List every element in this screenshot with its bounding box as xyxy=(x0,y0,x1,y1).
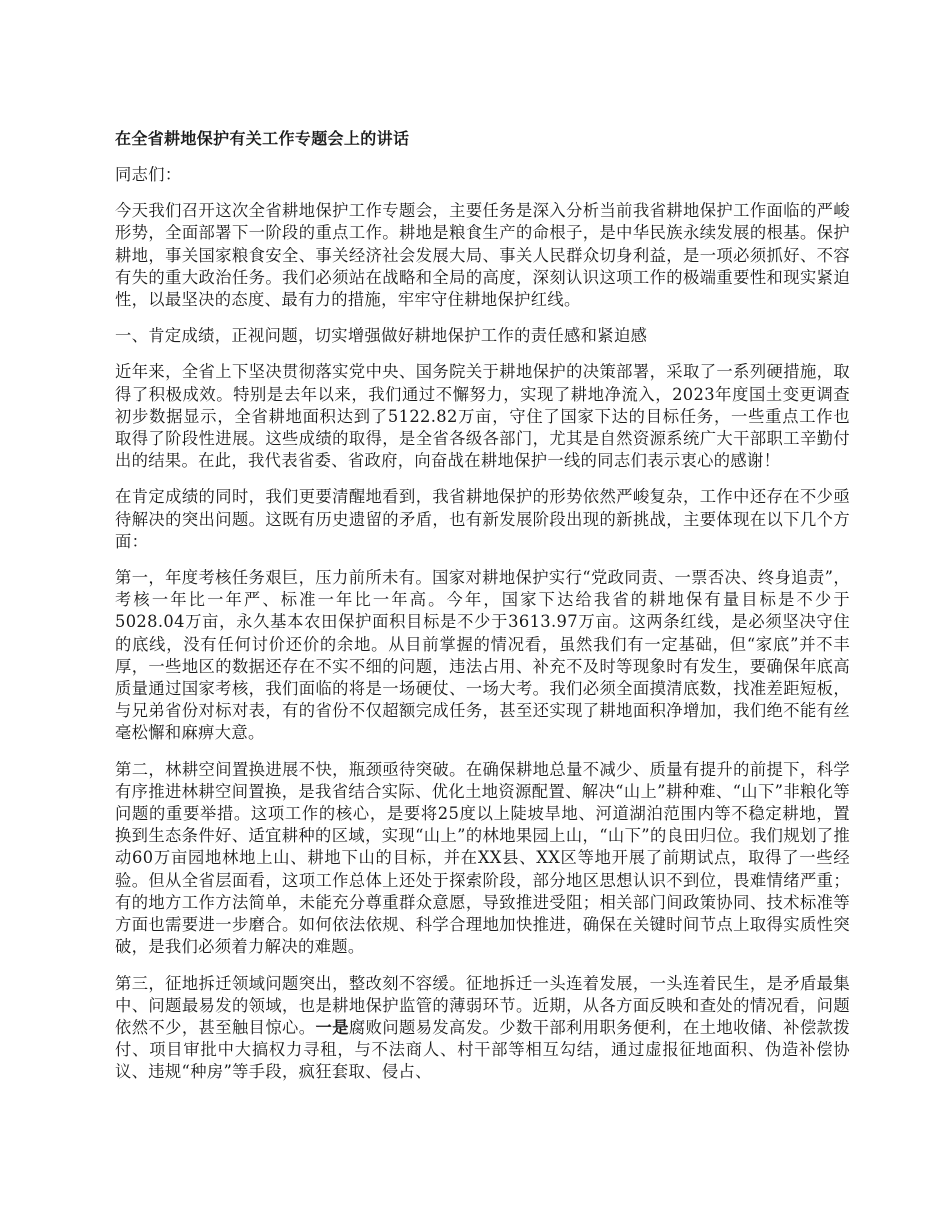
document-title: 在全省耕地保护有关工作专题会上的讲话 xyxy=(115,129,410,148)
problem-3-emphasis: 一是 xyxy=(315,1017,349,1037)
problems-intro-paragraph: 在肯定成绩的同时，我们更要清醒地看到，我省耕地保护的形势依然严峻复杂，工作中还存在不少亟待解决的突出问题。这既有历史遗留的矛盾，也有新发展阶段出现的新挑战，主要体现在以下几个方面： xyxy=(115,487,850,551)
problem-3-paragraph xyxy=(115,973,850,1084)
section-heading: 一、肯定成绩，正视问题，切实增强做好耕地保护工作的责任感和紧迫感 xyxy=(115,326,648,346)
achievements-paragraph: 近年来，全省上下坚决贯彻落实党中央、国务院关于耕地保护的决策部署，采取了一系列硬措施，取得了积极成效。特别是去年以来，我们通过不懈努力，实现了耕地净流入，2023年度国土变更调查初步数据显示，全省耕地面积达到了5122.82万亩，守住了国家下达的目标任务，一些重点工作也取得了阶段性进展。这些成绩的取得，是全省各级各部门，尤其是自然资源系统广大干部职工辛勤付出的结果。在此，我代表省委、省政府，向奋战在耕地保护一线的同志们表示衷心的感谢！ xyxy=(115,362,850,471)
problem-3-text-end: 腐败问题易发高发。少数干部利用职务便利，在土地收储、补偿款拨付、项目审批中大搞权力寻租，与不法商人、村干部等相互勾结，通过虚报征地面积、伪造补偿协议、违规“种房”等手段，疯狂套取、侵占、 xyxy=(115,1017,851,1082)
salutation: 同志们： xyxy=(115,165,182,184)
problem-1-paragraph: 第一，年度考核任务艰巨，压力前所未有。国家对耕地保护实行“党政同责、一票否决、终身追责”，考核一年比一年严、标准一年比一年高。今年，国家下达给我省的耕地保有量目标是不少于5028.04万亩，永久基本农田保护面积目标是不少于3613.97万亩。这两条红线，是必须坚决守住的底线，没有任何讨价还价的余地。从目前掌握的情况看，虽然我们有一定基础，但“家底”并不丰厚，一些地区的数据还存在不实不细的问题，违法占用、补充不及时等现象时有发生，要确保年底高质量通过国家考核，我们面临的将是一场硬仗、一场大考。我们必须全面摸清底数，找准差距短板，与兄弟省份对标对表，有的省份不仅超额完成任务，甚至还实现了耕地面积净增加，我们绝不能有丝毫松懈和麻痹大意。 xyxy=(115,568,850,743)
problem-2-paragraph: 第二，林耕空间置换进展不快，瓶颈亟待突破。在确保耕地总量不减少、质量有提升的前提下，科学有序推进林耕空间置换，是我省结合实际、优化土地资源配置、解决“山上”耕种难、“山下”非粮化等问题的重要举措。这项工作的核心，是要将25度以上陡坡旱地、河道湖泊范围内等不稳定耕地，置换到生态条件好、适宜耕种的区域，实现“山上”的林地果园上山，“山下”的良田归位。我们规划了推动60万亩园地林地上山、耕地下山的目标，并在XX县、XX区等地开展了前期试点，取得了一些经验。但从全省层面看，这项工作总体上还处于探索阶段，部分地区思想认识不到位，畏难情绪严重；有的地方工作方法简单，未能充分尊重群众意愿，导致推进受阻；相关部门间政策协同、技术标准等方面也需要进一步磨合。如何依法依规、科学合理地加快推进，确保在关键时间节点上取得实质性突破，是我们必须着力解决的难题。 xyxy=(115,759,850,957)
intro-paragraph: 今天我们召开这次全省耕地保护工作专题会，主要任务是深入分析当前我省耕地保护工作面临的严峻形势，全面部署下一阶段的重点工作。耕地是粮食生产的命根子，是中华民族永续发展的根基。保护耕地，事关国家粮食安全、事关经济社会发展大局、事关人民群众切身利益，是一项必须抓好、不容有失的重大政治任务。我们必须站在战略和全局的高度，深刻认识这项工作的极端重要性和现实紧迫性，以最坚决的态度、最有力的措施，牢牢守住耕地保护红线。 xyxy=(115,201,850,310)
problem-3-text-start: 第三，征地拆迁领域问题突出，整改刻不容缓。征地拆迁一头连着发展，一头连着民生，是矛盾最集中、问题最易发的领域，也是耕地保护监管的薄弱环节。近期，从各方面反映和查处的情况看，问题依然不少，甚至触目惊心。 xyxy=(115,973,850,1037)
document-page xyxy=(115,118,850,1098)
